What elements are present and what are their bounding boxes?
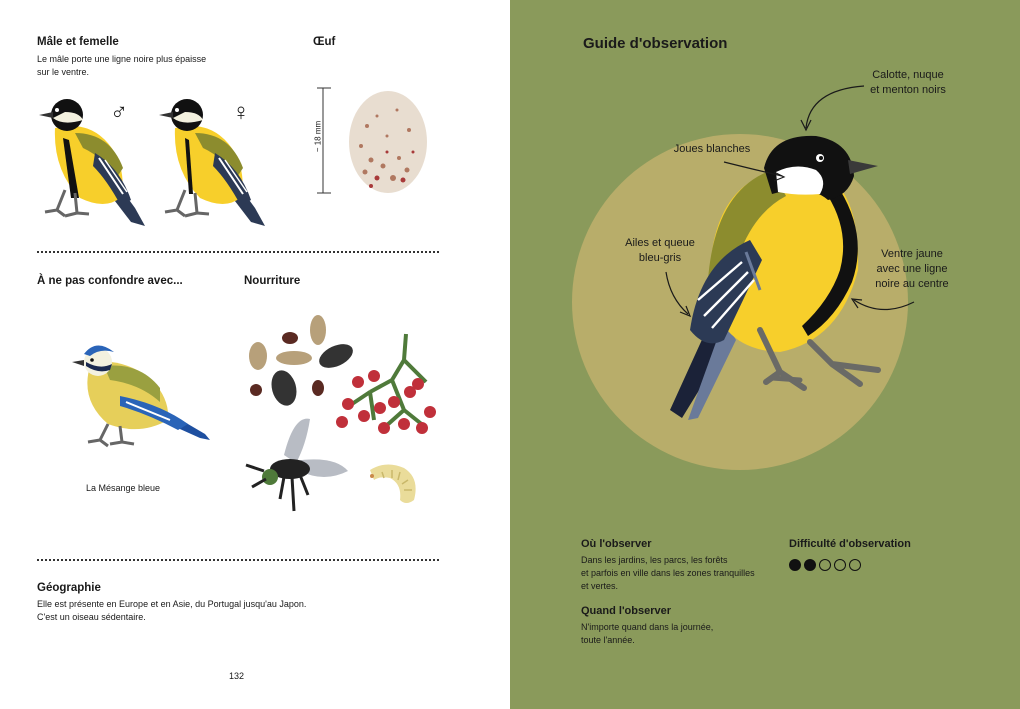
male-female-title: Mâle et femelle (37, 36, 119, 48)
female-symbol: ♀ (232, 99, 250, 126)
male-symbol: ♂ (110, 99, 128, 126)
egg-size-label: ~ 18 mm (313, 120, 323, 153)
divider-1 (37, 251, 439, 253)
annotation-cap: Calotte, nuque et menton noirs (870, 69, 946, 96)
blue-tit-caption: La Mésange bleue (86, 483, 161, 493)
where-title: Où l'observer (581, 538, 652, 550)
when-text: N'importe quand dans la journée, toute l'année. (581, 622, 714, 645)
annotation-belly: Ventre jaune avec une ligne noire au centre (875, 248, 949, 290)
difficulty-dot-empty (834, 559, 846, 571)
geography-text: Elle est présente en Europe et en Asie, du Portugal jusqu'au Japon. C'est un oiseau sédentaire. (37, 599, 307, 622)
difficulty-dot-filled (804, 559, 816, 571)
annotation-wings: Ailes et queue bleu-gris (625, 237, 695, 264)
page-number: 132 (229, 671, 245, 681)
difficulty-dot-filled (789, 559, 801, 571)
guide-title: Guide d'observation (583, 35, 728, 52)
when-title: Quand l'observer (581, 605, 672, 617)
where-text: Dans les jardins, les parcs, les forêts et parfois en ville dans les zones tranquilles et vertes. (581, 555, 755, 591)
food-title: Nourriture (244, 275, 301, 287)
annotation-cheeks: Joues blanches (673, 143, 751, 155)
great-tit-male-illustration (35, 98, 150, 228)
great-tit-guide-illustration (510, 0, 1020, 709)
great-tit-female-illustration (155, 98, 270, 228)
right-page (510, 0, 1020, 709)
larva-illustration (366, 460, 422, 508)
confusion-title: À ne pas confondre avec... (37, 275, 183, 287)
egg-illustration (347, 86, 429, 194)
blue-tit-illustration (70, 340, 215, 460)
male-female-text: Le mâle porte une ligne noire plus épaisse sur le ventre. (37, 54, 207, 77)
difficulty-rating (789, 559, 864, 571)
fly-illustration (244, 415, 354, 515)
geography-title: Géographie (37, 582, 101, 594)
difficulty-dot-empty (849, 559, 861, 571)
divider-2 (37, 559, 439, 561)
difficulty-dot-empty (819, 559, 831, 571)
egg-title: Œuf (313, 36, 336, 48)
difficulty-title: Difficulté d'observation (789, 538, 911, 550)
